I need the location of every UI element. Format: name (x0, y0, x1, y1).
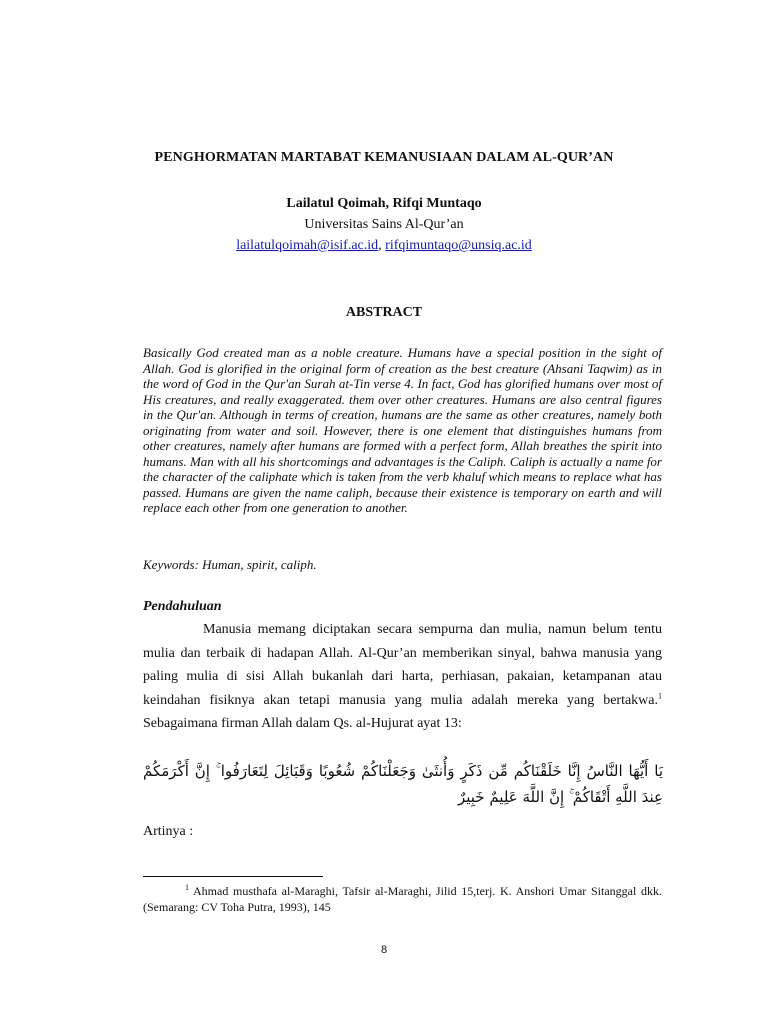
footnote-text: Ahmad musthafa al-Maraghi, Tafsir al-Maraghi, Jilid 15,terj. K. Anshori Umar Sitanggal dkk. (Semarang: CV Toha Putra, 1993), 145 (143, 884, 662, 914)
keywords-line: Keywords: Human, spirit, caliph. (143, 557, 317, 572)
author-affiliation: Universitas Sains Al-Qur’an (304, 217, 464, 232)
email-link-2[interactable]: rifqimuntaqo@unsiq.ac.id (385, 238, 532, 253)
section-heading: Pendahuluan (143, 599, 222, 614)
email-link-1[interactable]: lailatulqoimah@isif.ac.id (236, 238, 379, 253)
arabic-verse: يَا أَيُّهَا النَّاسُ إِنَّا خَلَقْنَاكُم مِّن ذَكَرٍ وَأُنثَىٰ وَجَعَلْنَاكُمْ شُعُوبًا وَقَبَائِلَ لِتَعَارَفُوا ۚ إِنَّ أَكْرَمَكُمْ عِندَ اللَّهِ أَتْقَاكُمْ ۚ إِنَّ اللَّهَ عَلِيمٌ خَبِيرٌ (143, 762, 663, 806)
page-number: 8 (380, 944, 388, 956)
translation-label: Artinya : (143, 824, 194, 839)
author-emails (0, 238, 768, 254)
footnote-divider (143, 876, 323, 877)
intro-text-a: Manusia memang diciptakan secara sempurna dan mulia, namun belum tentu mulia dan terbaik di hadapan Allah. Al-Qur’an memberikan sinyal, bahwa manusia yang paling mulia di sisi Allah bukanlah dari harta, perhiasan, pakaian, ketampanan atau keindahan fisiknya akan tetapi manusia yang mulia adalah mereka yang bertakwa. (143, 622, 662, 708)
email-separator: , (378, 238, 386, 253)
footnote-mark: 1 (185, 883, 189, 892)
abstract-text: Basically God created man as a noble creature. Humans have a special position in the sight of Allah. God is glorified in the original form of creation as the best creature (Ahsani Taqwim) as in the word of God in the Qur'an Surah at-Tin verse 4. In fact, God has glorified humans over most of His creatures, and really exaggerated. them over other creatures. Humans are also central figures in the Qur'an. Although in terms of creation, humans are the same as other creatures, namely both originating from water and soil. However, there is one element that distinguishes humans from other creatures, namely after humans are formed with a perfect form, Allah breathes the spirit into humans. Man with all his shortcomings and advantages is the Caliph. Caliph is actually a name for the character of the caliphate which is taken from the verb khaluf which means to replace what has passed. Humans are given the name caliph, because their existence is temporary on earth and will replace each other from one generation to another. (143, 345, 662, 515)
footnote (143, 883, 662, 915)
footnote-ref: 1 (658, 690, 662, 700)
paper-title: PENGHORMATAN MARTABAT KEMANUSIAAN DALAM AL-QUR’AN (154, 150, 614, 165)
intro-text-b: Sebagaimana firman Allah dalam Qs. al-Hujurat ayat 13: (143, 716, 462, 731)
intro-paragraph (143, 618, 662, 736)
abstract-heading: ABSTRACT (345, 305, 423, 320)
author-names: Lailatul Qoimah, Rifqi Muntaqo (286, 196, 482, 211)
